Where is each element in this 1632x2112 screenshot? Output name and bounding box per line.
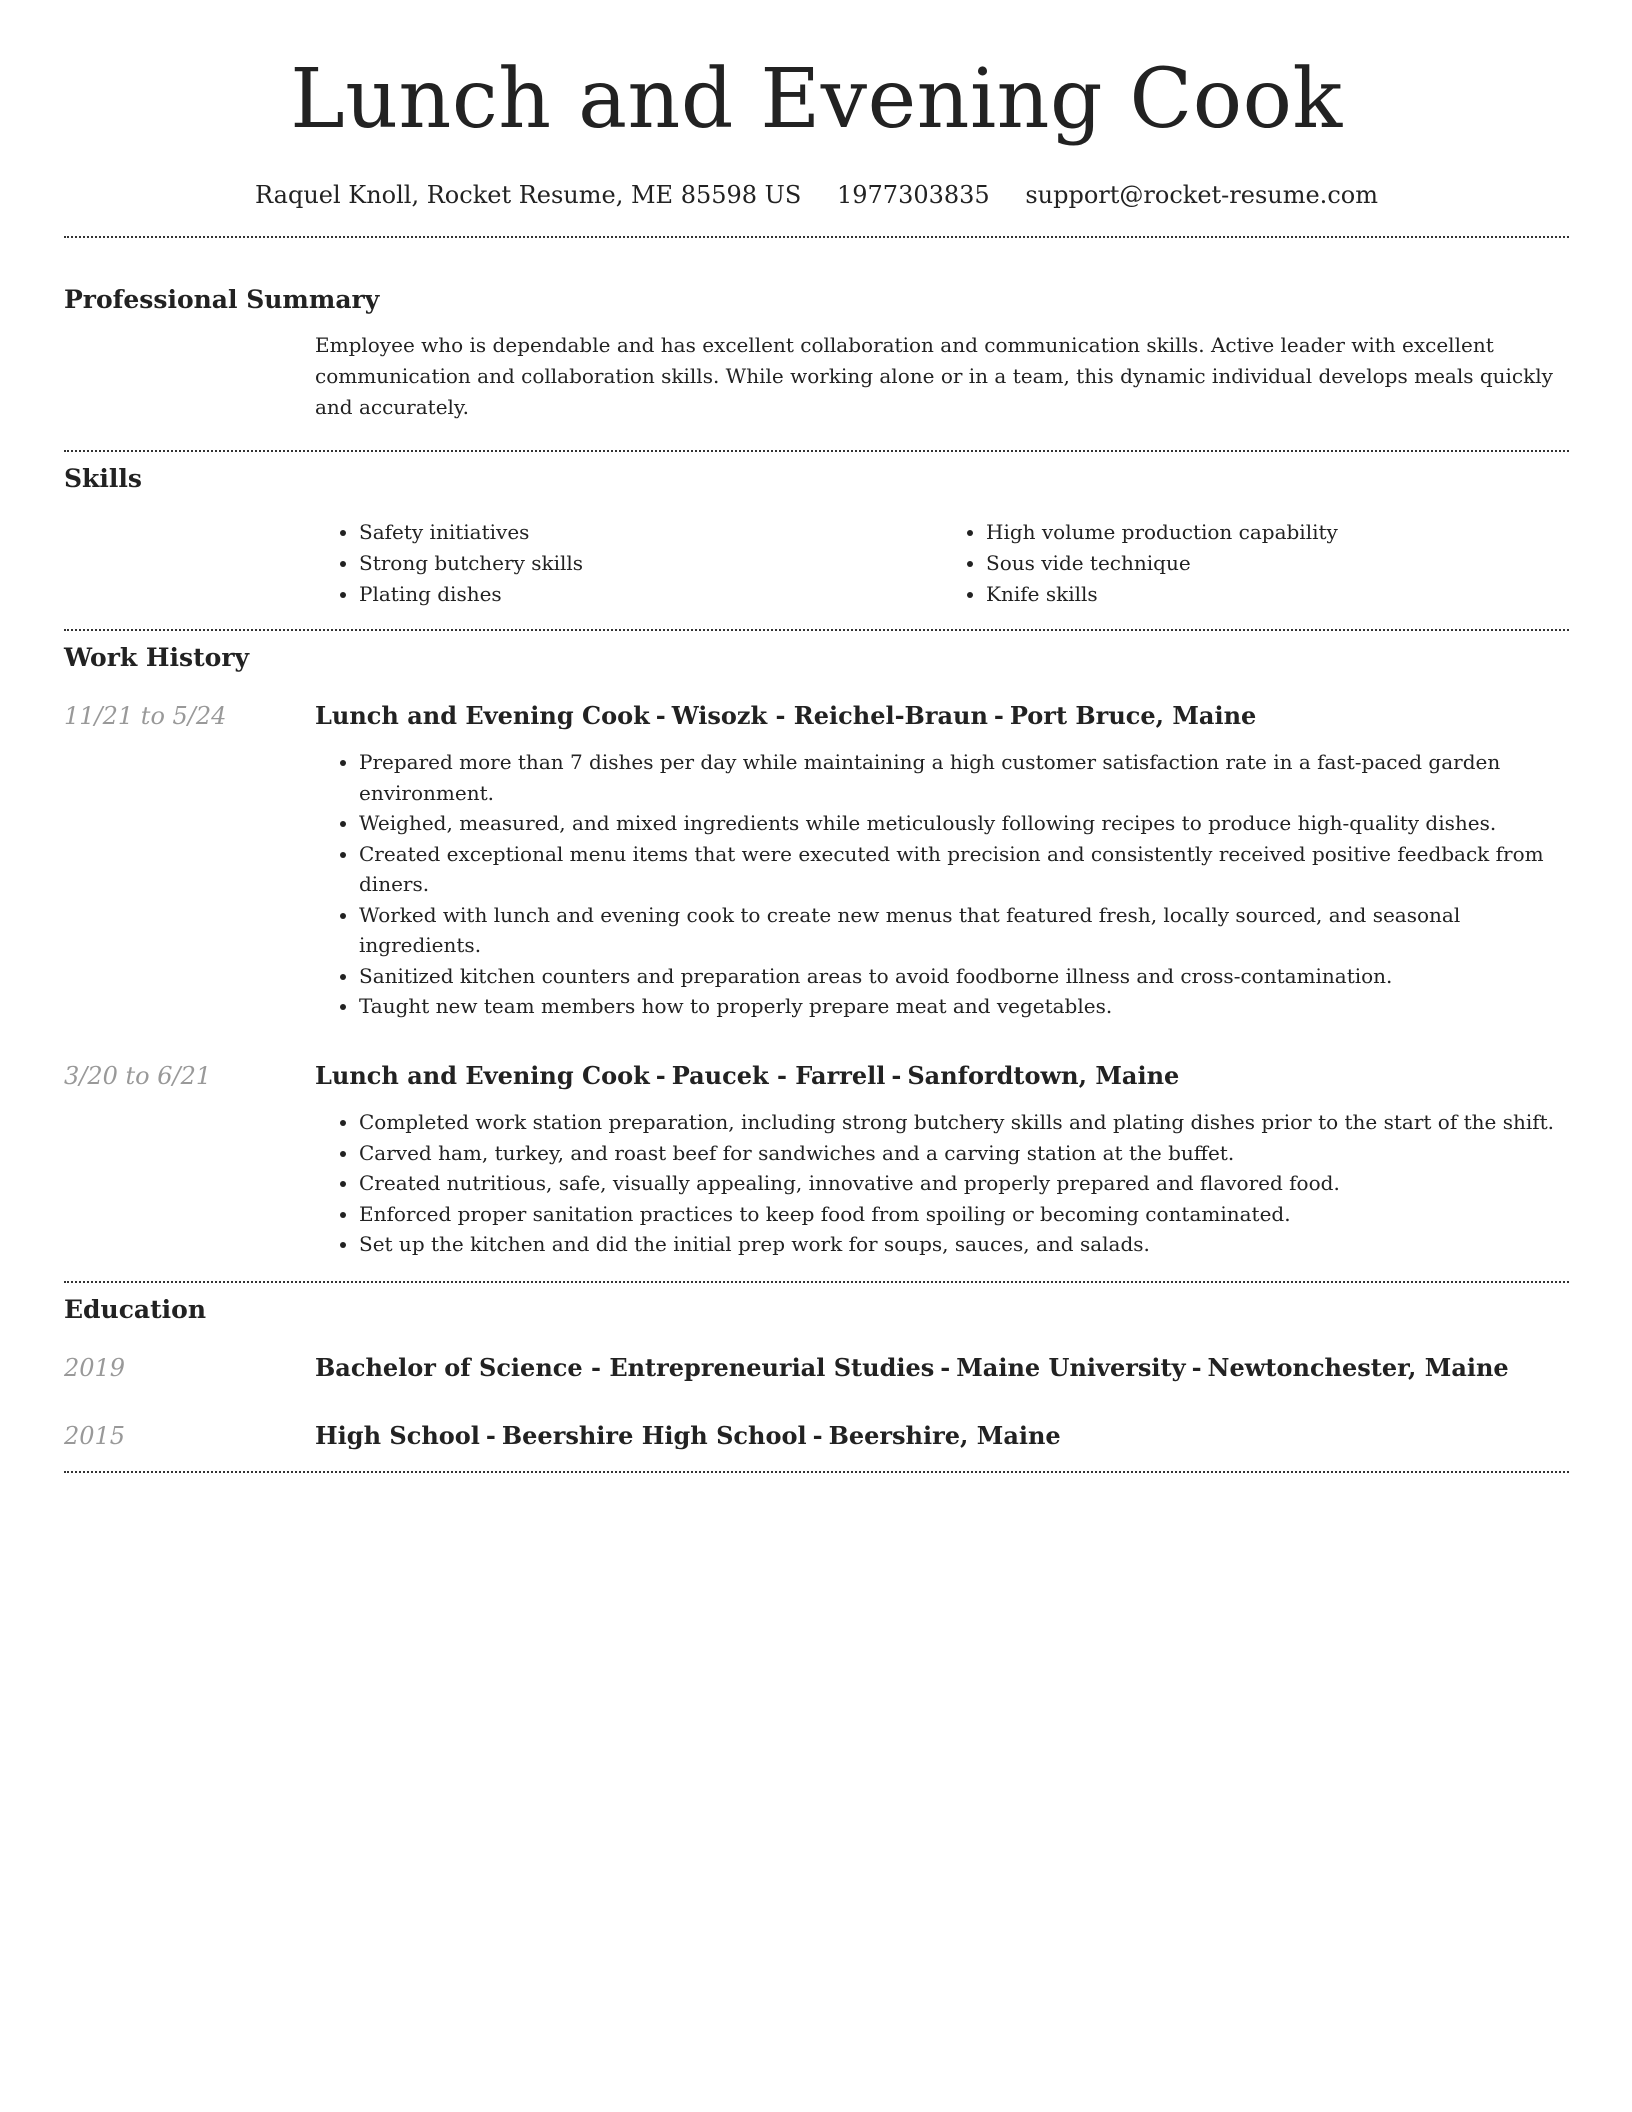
job-bullet: • Created exceptional menu items that were executed with precision and consistently received positive feedback from diners. xyxy=(359,839,1569,900)
job-location: Sanfordtown, Maine xyxy=(907,1061,1180,1090)
job-bullets xyxy=(315,1107,1569,1260)
job-bullet: • Sanitized kitchen counters and preparation areas to avoid foodborne illness and cross-contamination. xyxy=(359,961,1569,992)
job-heading: Lunch and Evening Cook - Paucek - Farrell - Sanfordtown, Maine xyxy=(315,1061,1180,1090)
education-entry xyxy=(64,1351,1569,1385)
education-year: 2015 xyxy=(64,1422,126,1450)
section-divider xyxy=(64,450,1569,452)
contact-line xyxy=(64,178,1569,212)
job-bullet: • Prepared more than 7 dishes per day while maintaining a high customer satisfaction rate in a fast-paced garden environment. xyxy=(359,747,1569,808)
skills-list-right xyxy=(942,517,1569,610)
job-bullet: • Enforced proper sanitation practices to keep food from spoiling or becoming contaminated. xyxy=(359,1199,1569,1230)
education-school: Maine University xyxy=(956,1353,1186,1382)
summary-block xyxy=(64,282,1569,423)
education-heading: High School - Beershire High School - Beershire, Maine xyxy=(315,1421,1061,1450)
skills-grid xyxy=(315,517,1569,610)
summary-title: Professional Summary xyxy=(64,285,380,314)
section-divider xyxy=(64,1281,1569,1283)
job-bullet: • Created nutritious, safe, visually appealing, innovative and properly prepared and flavored food. xyxy=(359,1168,1569,1199)
job-bullet: • Carved ham, turkey, and roast beef for sandwiches and a carving station at the buffet. xyxy=(359,1138,1569,1169)
skill-item: • Sous vide technique xyxy=(986,548,1569,579)
job-bullet: • Completed work station preparation, including strong butchery skills and plating dishes prior to the start of the shift. xyxy=(359,1107,1569,1138)
job-dates: 3/20 to 6/21 xyxy=(64,1062,212,1090)
education-degree: Bachelor of Science - Entrepreneurial Studies xyxy=(315,1353,935,1382)
resume-header xyxy=(64,0,1569,212)
job-bullet: • Set up the kitchen and did the initial prep work for soups, sauces, and salads. xyxy=(359,1229,1569,1260)
education-entry xyxy=(64,1419,1569,1453)
section-divider xyxy=(64,1471,1569,1473)
job-company: Wisozk - Reichel-Braun xyxy=(671,701,988,730)
education-school: Beershire High School xyxy=(501,1421,807,1450)
resume-page xyxy=(64,0,1569,520)
job-heading: Lunch and Evening Cook - Wisozk - Reichel-Braun - Port Bruce, Maine xyxy=(315,701,1257,730)
job-dates: 11/21 to 5/24 xyxy=(64,702,227,730)
education-degree: High School xyxy=(315,1421,480,1450)
job-entry xyxy=(64,1059,1569,1260)
section-divider xyxy=(64,629,1569,631)
education-location: Beershire, Maine xyxy=(828,1421,1061,1450)
job-bullets xyxy=(315,747,1569,1022)
skill-item: • Plating dishes xyxy=(359,579,942,610)
education-block xyxy=(64,1292,1569,1328)
work-history-title: Work History xyxy=(64,643,250,672)
job-bullet: • Worked with lunch and evening cook to create new menus that featured fresh, locally sourced, and seasonal ingredients. xyxy=(359,900,1569,961)
skills-list-left xyxy=(315,517,942,610)
job-entry xyxy=(64,699,1569,1022)
skills-title: Skills xyxy=(64,464,142,493)
candidate-name: Lunch and Evening Cook xyxy=(290,52,1343,147)
skill-item: • Strong butchery skills xyxy=(359,548,942,579)
skill-item: • High volume production capability xyxy=(986,517,1569,548)
job-bullet: • Taught new team members how to properly prepare meat and vegetables. xyxy=(359,991,1569,1022)
work-history-block xyxy=(64,640,1569,676)
skills-block xyxy=(64,461,1569,610)
job-role: Lunch and Evening Cook xyxy=(315,1061,650,1090)
education-location: Newtonchester, Maine xyxy=(1207,1353,1509,1382)
education-heading: Bachelor of Science - Entrepreneurial Studies - Maine University - Newtonchester, Maine xyxy=(315,1353,1509,1382)
contact-email: support@rocket-resume.com xyxy=(1025,181,1378,209)
contact-address: Raquel Knoll, Rocket Resume, ME 85598 US xyxy=(255,181,802,209)
job-location: Port Bruce, Maine xyxy=(1009,701,1257,730)
job-company: Paucek - Farrell xyxy=(671,1061,886,1090)
education-title: Education xyxy=(64,1295,207,1324)
job-role: Lunch and Evening Cook xyxy=(315,701,650,730)
education-year: 2019 xyxy=(64,1354,126,1382)
job-bullet: • Weighed, measured, and mixed ingredients while meticulously following recipes to produce high-quality dishes. xyxy=(359,808,1569,839)
skill-item: • Safety initiatives xyxy=(359,517,942,548)
summary-text: Employee who is dependable and has excellent collaboration and communication skills. Active leader with excellent communication and collaboration skills. While working alone or in a team, this dynamic individual develops meals quickly and accurately. xyxy=(315,333,1553,419)
skill-item: • Knife skills xyxy=(986,579,1569,610)
contact-phone: 1977303835 xyxy=(837,181,990,209)
